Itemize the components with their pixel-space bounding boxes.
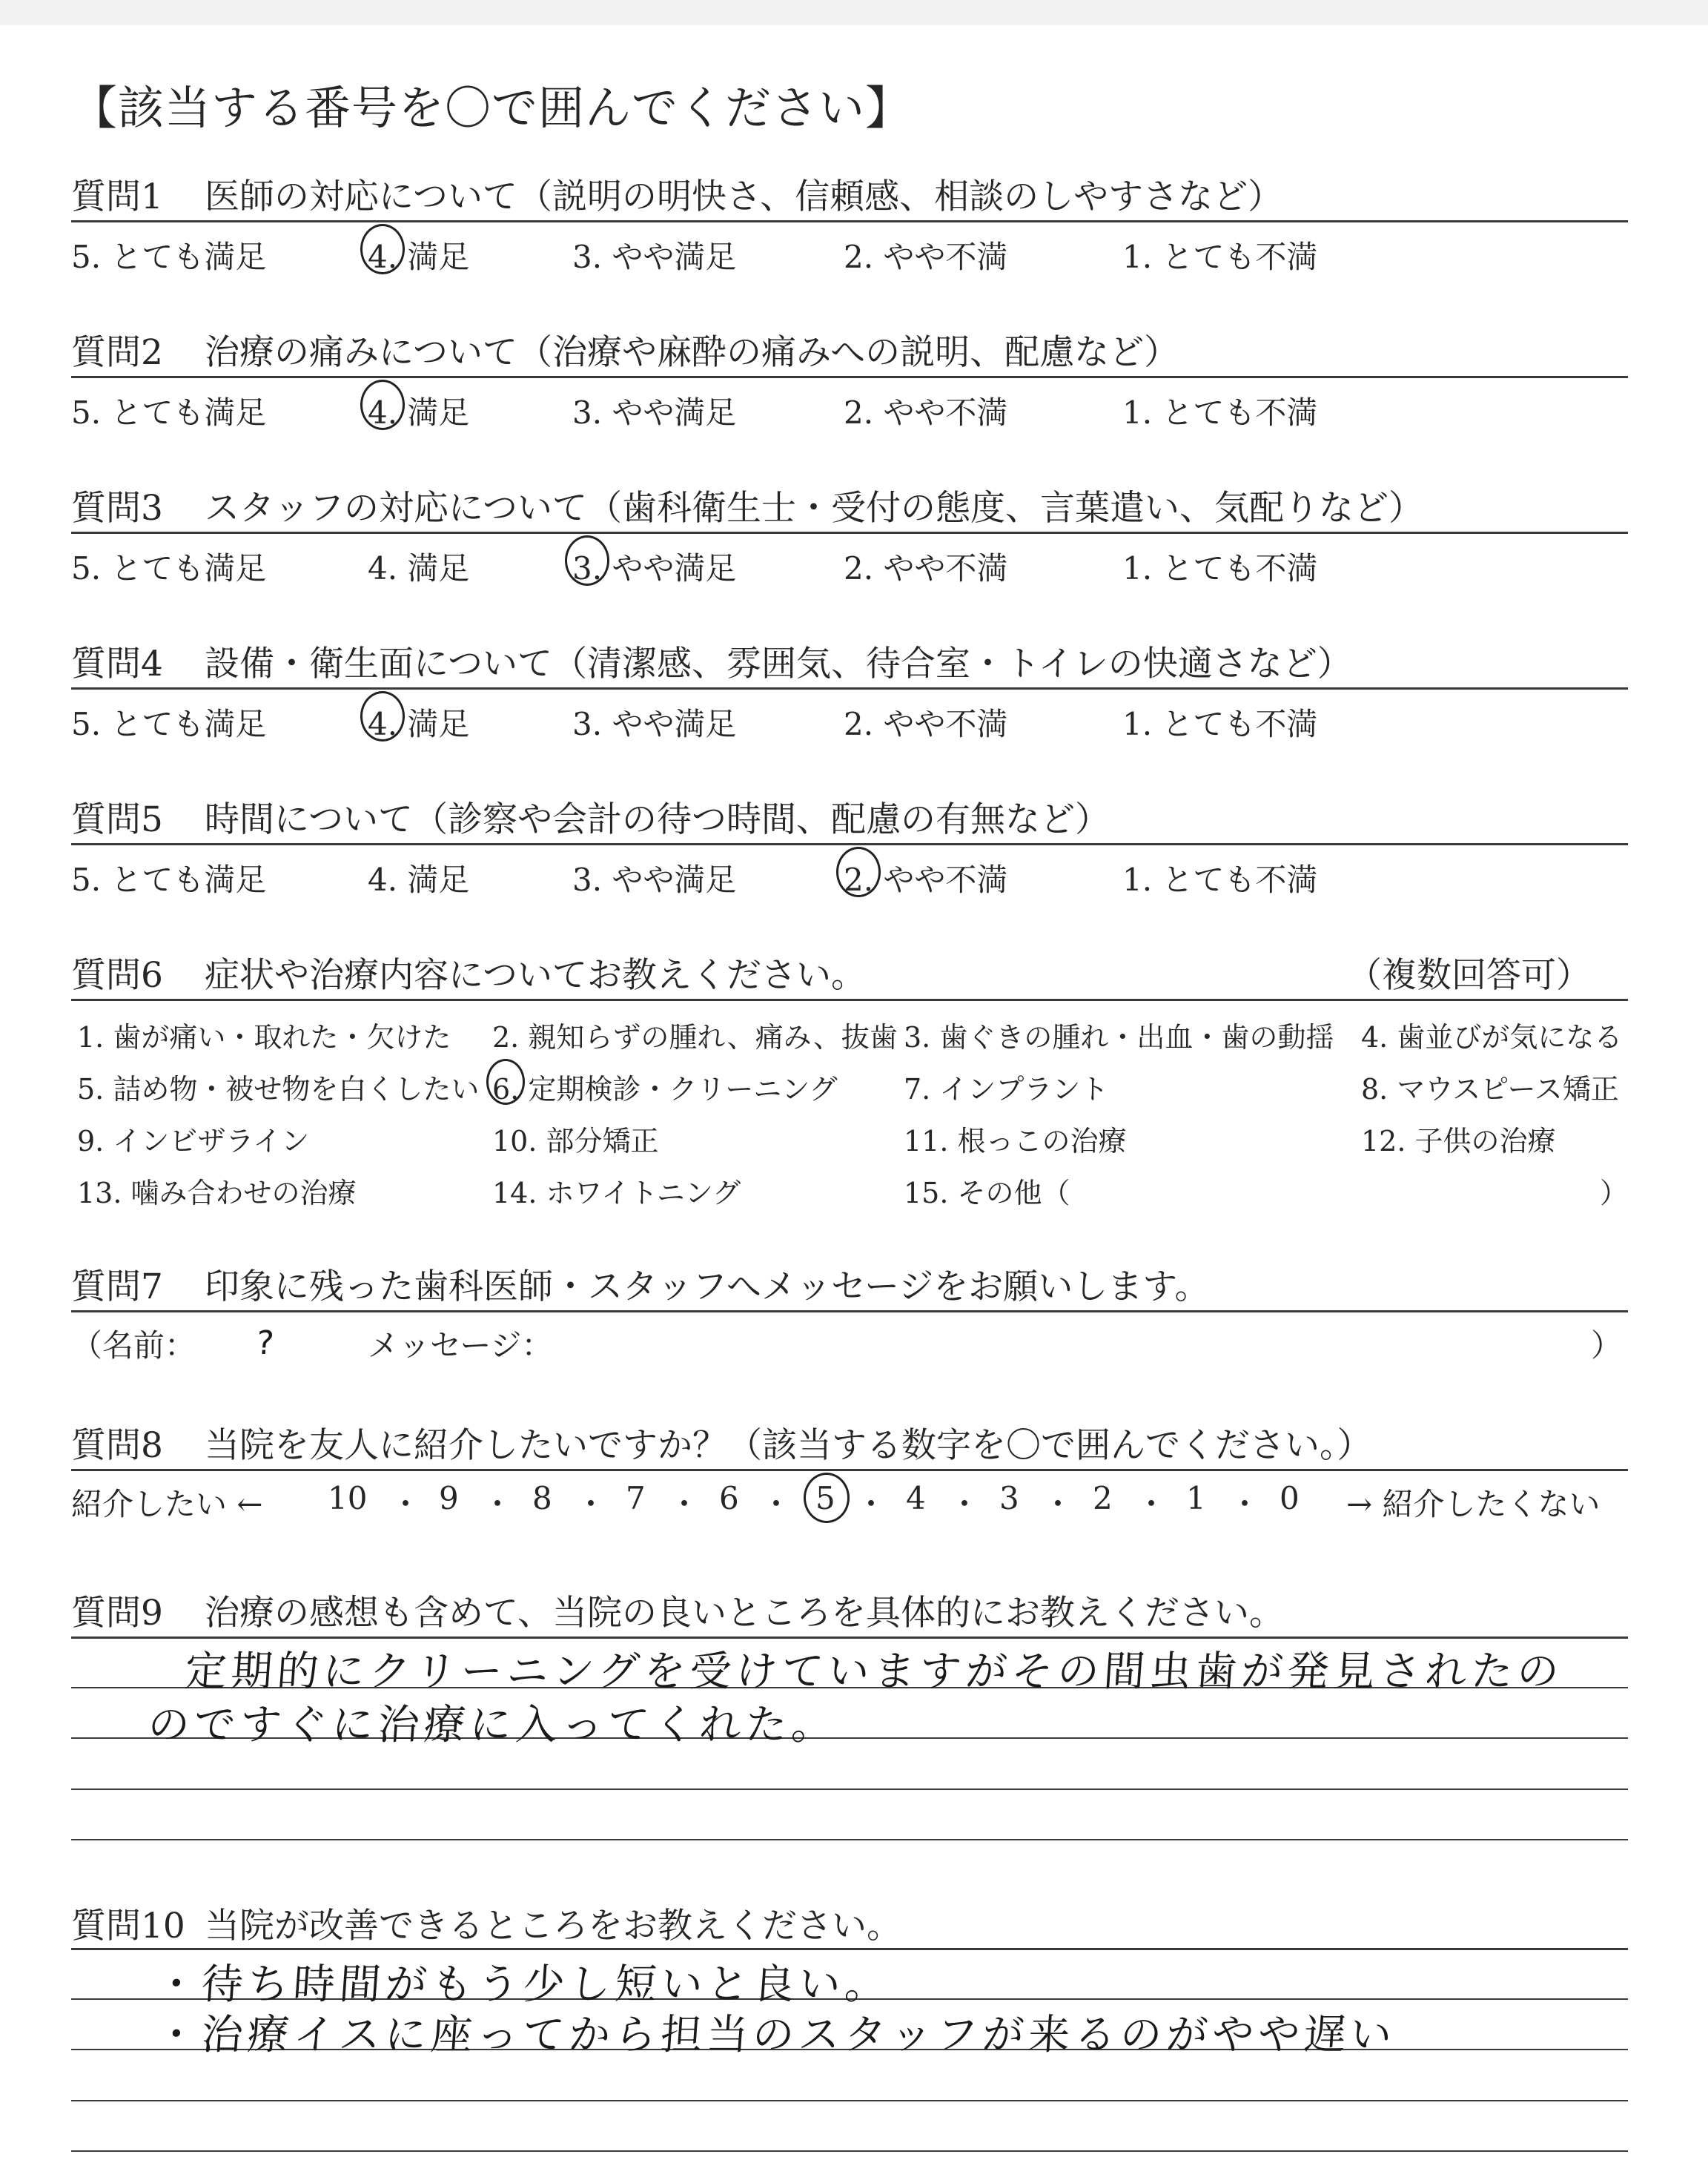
handwritten-answer-line[interactable]: 定期的にクリーニングを受けていますがその間虫歯が発見されたの [183, 1648, 1565, 1696]
option-3[interactable]: 3. やや満足 [572, 544, 736, 589]
question-number: 質問5 [71, 799, 163, 840]
answer-line [71, 2150, 1628, 2152]
scale-dot: ・ [575, 1486, 607, 1522]
option-5[interactable]: 5. とても満足 [71, 862, 267, 898]
selected-circle-mark [360, 224, 405, 274]
recommend-scale [71, 1480, 1628, 1525]
question-5 [71, 792, 1628, 840]
message-label: メッセージ： [368, 1327, 553, 1364]
option-5[interactable]: 5. とても満足 [71, 394, 267, 431]
option-1[interactable]: 1. とても不満 [1122, 550, 1318, 587]
symptom-option[interactable]: 5. 詰め物・被せ物を白くしたい [77, 1073, 480, 1106]
scan-top-edge [0, 0, 1708, 25]
question-1 [71, 169, 1628, 217]
option-2[interactable]: 2. やや不満 [844, 239, 1008, 275]
option-1[interactable]: 1. とても不満 [1122, 706, 1318, 742]
question-number: 質問4 [71, 644, 163, 684]
divider [71, 532, 1628, 534]
close-paren: ） [1590, 1327, 1622, 1364]
handwritten-answer-line[interactable]: のですぐに治療に入ってくれた。 [146, 1701, 839, 1749]
option-3[interactable]: 3. やや満足 [572, 394, 737, 431]
option-4[interactable]: 4. 満足 [368, 550, 470, 587]
scale-dot: ・ [1042, 1486, 1074, 1522]
symptom-option-selected[interactable]: 6. 定期検診・クリーニング [492, 1066, 838, 1107]
question-number: 質問7 [71, 1266, 163, 1307]
scale-3[interactable]: 3 [999, 1480, 1019, 1516]
close-paren: ） [1599, 1177, 1628, 1209]
scale-10[interactable]: 10 [328, 1480, 368, 1516]
question-number: 質問8 [71, 1425, 163, 1466]
question-text: 治療の感想も含めて、当院の良いところを具体的にお教えください。 [205, 1593, 1285, 1634]
option-5[interactable]: 5. とても満足 [71, 706, 267, 742]
rating-options-q2 [71, 389, 1628, 431]
option-3[interactable]: 3. やや満足 [572, 706, 737, 742]
option-1[interactable]: 1. とても不満 [1122, 394, 1318, 431]
scale-4[interactable]: 4 [906, 1480, 926, 1516]
question-10 [71, 1898, 1628, 1946]
handwritten-answer-line[interactable]: ・治療イスに座ってから担当のスタッフが来るのがやや遅い [153, 2011, 1398, 2059]
question-text: 印象に残った歯科医師・スタッフへメッセージをお願いします。 [205, 1266, 1210, 1307]
scale-1[interactable]: 1 [1186, 1480, 1206, 1516]
symptom-option[interactable]: 3. 歯ぐきの腫れ・出血・歯の動揺 [904, 1021, 1334, 1054]
option-3[interactable]: 3. やや満足 [572, 862, 737, 898]
scale-right-label: → 紹介したくない [1346, 1486, 1601, 1522]
selected-circle-mark [360, 691, 405, 742]
question-number: 質問3 [71, 488, 163, 529]
scale-left-label: 紹介したい ← [71, 1486, 263, 1522]
question-6 [71, 948, 1628, 996]
answer-line [71, 1948, 1628, 1950]
symptom-option[interactable]: 11. 根っこの治療 [904, 1125, 1127, 1157]
question-text: 治療の痛みについて（治療や麻酔の痛みへの説明、配慮など） [205, 332, 1179, 373]
symptom-option[interactable]: 8. マウスピース矯正 [1361, 1073, 1619, 1106]
question-number: 質問9 [71, 1593, 163, 1634]
rating-options-q5 [71, 856, 1628, 898]
rating-options-q4 [71, 700, 1628, 742]
question-7 [71, 1259, 1628, 1307]
selected-circle-mark [836, 847, 881, 897]
scale-5[interactable]: 5 [815, 1480, 835, 1516]
option-4[interactable]: 4. 満足 [368, 700, 469, 744]
divider [71, 1310, 1628, 1312]
answer-line [71, 1839, 1628, 1840]
question-text: 当院を友人に紹介したいですか？（該当する数字を〇で囲んでください。） [205, 1425, 1372, 1466]
scale-9[interactable]: 9 [439, 1480, 459, 1516]
question-text: 時間について（診察や会計の待つ時間、配慮の有無など） [205, 799, 1110, 840]
divider [71, 687, 1628, 690]
rating-options-q3 [71, 544, 1628, 587]
symptom-option[interactable]: 1. 歯が痛い・取れた・欠けた [77, 1021, 451, 1054]
scale-dot: ・ [1229, 1486, 1261, 1522]
name-value[interactable]: ? [255, 1324, 276, 1362]
option-4[interactable]: 4. 満足 [368, 389, 469, 433]
divider [71, 220, 1628, 222]
question-text: 医師の対応について（説明の明快さ、信頼感、相談のしやすさなど） [205, 176, 1283, 217]
symptom-option[interactable]: 12. 子供の治療 [1361, 1125, 1556, 1157]
option-2[interactable]: 2. やや不満 [844, 706, 1008, 742]
option-4[interactable]: 4. 満足 [368, 233, 469, 277]
question-text: 症状や治療内容についてお教えください。 [205, 955, 867, 996]
question-text: 設備・衛生面について（清潔感、雰囲気、待合室・トイレの快適さなど） [205, 644, 1352, 684]
scale-2[interactable]: 2 [1093, 1480, 1113, 1516]
question-8 [71, 1418, 1628, 1466]
option-2[interactable]: 2. やや不満 [844, 394, 1008, 431]
selected-circle-mark [565, 535, 609, 586]
scale-dot: ・ [669, 1486, 701, 1522]
divider [71, 999, 1628, 1001]
question-4 [71, 636, 1628, 684]
symptom-option[interactable]: 14. ホワイトニング [492, 1177, 741, 1209]
selected-circle-mark [804, 1473, 850, 1523]
name-label: （名前： [71, 1327, 196, 1364]
message-row [71, 1321, 1628, 1366]
divider [71, 376, 1628, 378]
question-text: 当院が改善できるところをお教えください。 [205, 1906, 901, 1946]
option-2[interactable]: 2. やや不満 [844, 856, 1007, 900]
symptom-option[interactable]: 7. インプラント [904, 1073, 1109, 1106]
answer-line [71, 2100, 1628, 2101]
question-2 [71, 325, 1628, 373]
option-3[interactable]: 3. やや満足 [572, 239, 737, 275]
scale-dot: ・ [482, 1486, 514, 1522]
symptom-option[interactable]: 10. 部分矯正 [492, 1125, 659, 1157]
scale-6[interactable]: 6 [719, 1480, 739, 1516]
answer-line [71, 1789, 1628, 1790]
option-5[interactable]: 5. とても満足 [71, 239, 267, 275]
selected-circle-mark [486, 1059, 525, 1105]
option-4[interactable]: 4. 満足 [368, 862, 470, 898]
question-number: 質問1 [71, 176, 163, 217]
multiple-answers-note: （複数回答可） [1347, 955, 1591, 996]
option-5[interactable]: 5. とても満足 [71, 550, 267, 587]
option-1[interactable]: 1. とても不満 [1122, 239, 1318, 275]
option-1[interactable]: 1. とても不満 [1122, 862, 1318, 898]
symptom-option[interactable]: 4. 歯並びが気になる [1361, 1021, 1623, 1054]
scale-0[interactable]: 0 [1280, 1480, 1300, 1516]
question-9 [71, 1585, 1628, 1634]
divider [71, 843, 1628, 845]
question-3 [71, 480, 1628, 529]
scale-dot: ・ [761, 1486, 792, 1522]
question-number: 質問2 [71, 332, 163, 373]
option-2[interactable]: 2. やや不満 [844, 550, 1008, 587]
scale-8[interactable]: 8 [532, 1480, 552, 1516]
question-number: 質問6 [71, 955, 163, 996]
scale-7[interactable]: 7 [626, 1480, 646, 1516]
question-text: スタッフの対応について（歯科衛生士・受付の態度、言葉遣い、気配りなど） [205, 488, 1424, 529]
symptom-option[interactable]: 13. 噛み合わせの治療 [77, 1177, 357, 1209]
scale-dot: ・ [949, 1486, 981, 1522]
handwritten-answer-line[interactable]: ・待ち時間がもう少し短いと良い。 [153, 1961, 893, 2009]
symptom-option[interactable]: 15. その他（ [904, 1177, 1070, 1209]
scale-dot: ・ [390, 1486, 422, 1522]
divider [71, 1469, 1628, 1471]
rating-options-q1 [71, 233, 1628, 275]
symptom-option[interactable]: 2. 親知らずの腫れ、痛み、抜歯 [492, 1021, 898, 1054]
scale-dot: ・ [855, 1486, 887, 1522]
symptom-options [77, 1014, 1634, 1237]
symptom-option[interactable]: 9. インビザライン [77, 1125, 310, 1157]
scale-dot: ・ [1136, 1486, 1168, 1522]
question-number: 質問10 [71, 1906, 185, 1946]
selected-circle-mark [360, 380, 405, 430]
page-heading: 【該当する番号を〇で囲んでください】 [71, 81, 913, 135]
